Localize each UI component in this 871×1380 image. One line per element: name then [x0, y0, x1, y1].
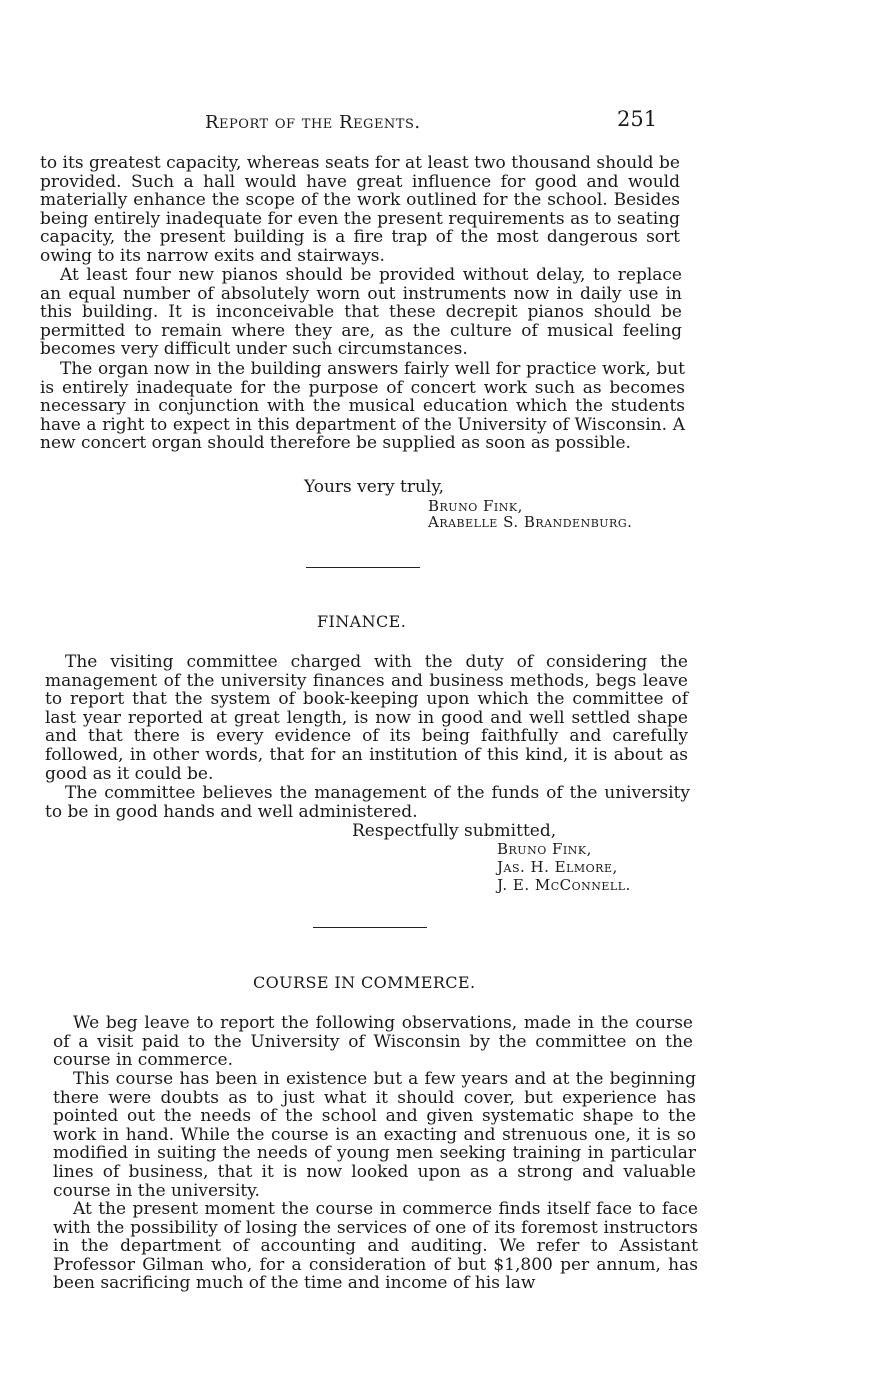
music-paragraph-3: The organ now in the building answers fairly well for practice work, but is entirely inadequate for the purpose of concert work such as becomes necessary in conjunction with the musical education which the students have a right to expect in this department of the University of Wisconsin. A new concert organ should therefore be supplied as soon as possible.: [40, 359, 685, 454]
commerce-paragraph-3: At the present moment the course in commerce finds itself face to face with the possibility of losing the services of one of its foremost instructors in the department of accounting and auditing. We refer to Assistant Professor Gilman who, for a consideration of but $1,800 per annum, has been sacrificing much of the time and income of his law: [53, 1199, 698, 1294]
section-divider-1: [306, 567, 420, 568]
commerce-paragraph-1: We beg leave to report the following observations, made in the course of a visit paid to the University of Wisconsin by the committee on the course in commerce.: [53, 1013, 693, 1071]
music-paragraph-1: to its greatest capacity, whereas seats for at least two thousand should be provided. Such a hall would have great influence for good and would materially enhance the scope of the work outlined for the school. Besides being entirely inadequate for even the present requirements as to seating capacity, the present building is a fire trap of the most dangerous sort owing to its narrow exits and stairways.: [40, 153, 680, 266]
music-signatory-1: Bruno Fink,: [428, 497, 523, 515]
music-closing: Yours very truly,: [304, 477, 445, 497]
page-number: 251: [617, 107, 658, 131]
finance-signatory-2: Jas. H. Elmore,: [497, 858, 618, 876]
finance-paragraph-2: The committee believes the management of the funds of the university to be in good hands and well administered.: [45, 783, 690, 822]
finance-signatory-1: Bruno Fink,: [497, 840, 592, 858]
finance-heading: FINANCE.: [317, 612, 407, 631]
finance-closing: Respectfully submitted,: [352, 821, 557, 841]
finance-signatory-3: J. E. McConnell.: [497, 876, 631, 894]
section-divider-2: [313, 927, 427, 928]
music-paragraph-2: At least four new pianos should be provided without delay, to replace an equal number of absolutely worn out instruments now in daily use in this building. It is inconceivable that these decrepit pianos should be permitted to remain where they are, as the culture of musical feeling becomes very difficult under such circumstances.: [40, 265, 682, 360]
commerce-heading: COURSE IN COMMERCE.: [253, 973, 476, 992]
music-signatory-2: Arabelle S. Brandenburg.: [428, 513, 633, 531]
finance-paragraph-1: The visiting committee charged with the duty of considering the management of the university finances and business methods, begs leave to report that the system of book-keeping upon which the committee of last year reported at great length, is now in good and well settled shape and that there is every evidence of its being faithfully and carefully followed, in other words, that for an institution of this kind, it is about as good as it could be.: [45, 652, 688, 784]
running-title: Report of the Regents.: [205, 112, 421, 133]
commerce-paragraph-2: This course has been in existence but a few years and at the beginning there were doubts as to just what it should cover, but experience has pointed out the needs of the school and given systematic shape to the work in hand. While the course is an exacting and strenuous one, it is so modified in suiting the needs of young men seeking training in particular lines of business, that it is now looked upon as a strong and valuable course in the university.: [53, 1069, 696, 1201]
